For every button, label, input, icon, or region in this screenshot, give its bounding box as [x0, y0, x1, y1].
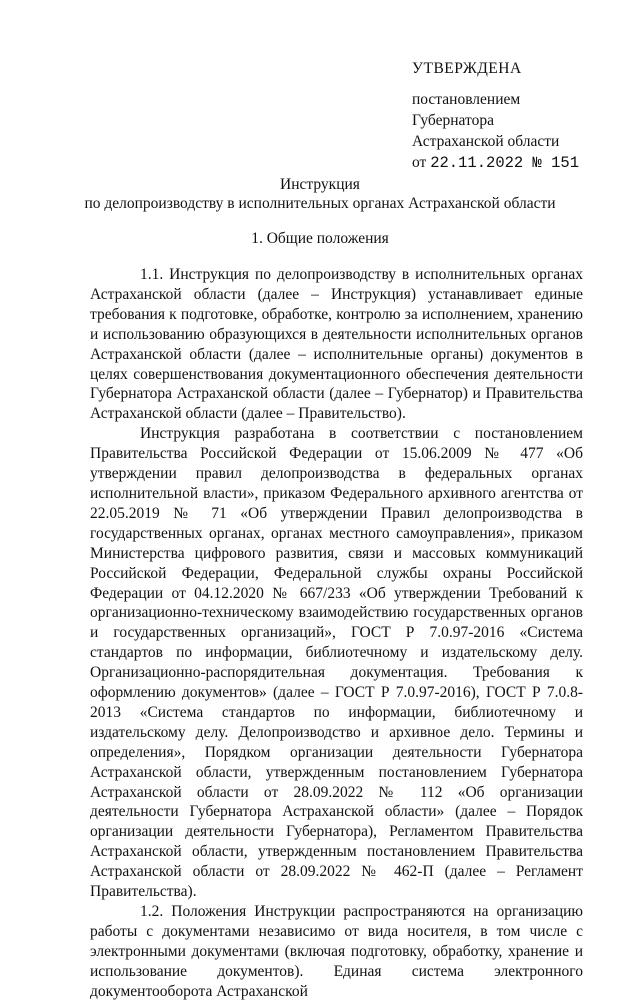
approval-line-1: постановлением — [412, 91, 521, 108]
paragraph-basis: Инструкция разработана в соответствии с постановлением Правительства Российской Федерации от 15.06.2009 № 477 «Об утверждении правил делопроизводства в федеральных органах исполнительной власти», приказом Федерального архивного агентства от 22.05.2019 № 71 «Об утверждении Правил делопроизводства в государственных органах, органах местного самоуправления», приказом Министерства цифрового развития, связи и массовых коммуникаций Российской Федерации, Федеральной службы охраны Российской Федерации от 04.12.2020 № 667/233 «Об утверждении Требований к организационно-техническому взаимодействию государственных органов и государственных организаций», ГОСТ Р 7.0.97-2016 «Система стандартов по информации, библиотечному и издательскому делу. Организационно-распорядительная документация. Требования к оформлению документов» (далее – ГОСТ Р 7.0.97-2016), ГОСТ Р 7.0.8-2013 «Система стандартов по информации, библиотечному и издательскому делу. Делопроизводство и архивное дело. Термины и определения», Порядком организации деятельности Губернатора Астраханской области, утвержденным постановлением Губернатора Астраханской области от 28.09.2022 № 112 «Об организации деятельности Губернатора Астраханской области» (далее – Порядок организации деятельности Губернатора), Регламентом Правительства Астраханской области, утвержденным постановлением Правительства Астраханской области от 28.09.2022 № 462-П (далее – Регламент Правительства). — [90, 425, 583, 901]
paragraph-1-2: 1.2. Положения Инструкции распространяются на организацию работы с документами независимо от вида носителя, в том числе с электронными документами (включая подготовку, обработку, хранение и использование документов). Единая система электронного документооборота Астраханской — [90, 903, 583, 1000]
approval-date-line — [412, 152, 579, 174]
approval-date-prefix: от — [412, 154, 427, 171]
paragraph-1-1: 1.1. Инструкция по делопроизводству в исполнительных органах Астраханской области (далее – Инструкция) устанавливает единые требования к подготовке, обработке, контролю за исполнением, хранению и использованию образующихся в деятельности исполнительных органов Астраханской области (далее – исполнительные органы) документов в целях совершенствования документационного обеспечения деятельности Губернатора Астраханской области (далее – Губернатор) и Правительства Астраханской области (далее – Правительство). — [90, 266, 583, 423]
document-body — [90, 265, 583, 1000]
document-title: Инструкция — [280, 176, 360, 193]
approval-heading: УТВЕРЖДЕНА — [412, 60, 522, 77]
approval-line-3: Астраханской области — [412, 133, 560, 150]
document-subtitle: по делопроизводству в исполнительных органах Астраханской области — [84, 195, 556, 212]
approval-block — [412, 58, 579, 174]
approval-date-stamp: 22.11.2022 № 151 — [430, 154, 580, 172]
approval-line-2: Губернатора — [412, 112, 494, 129]
section-heading: 1. Общие положения — [251, 230, 389, 247]
